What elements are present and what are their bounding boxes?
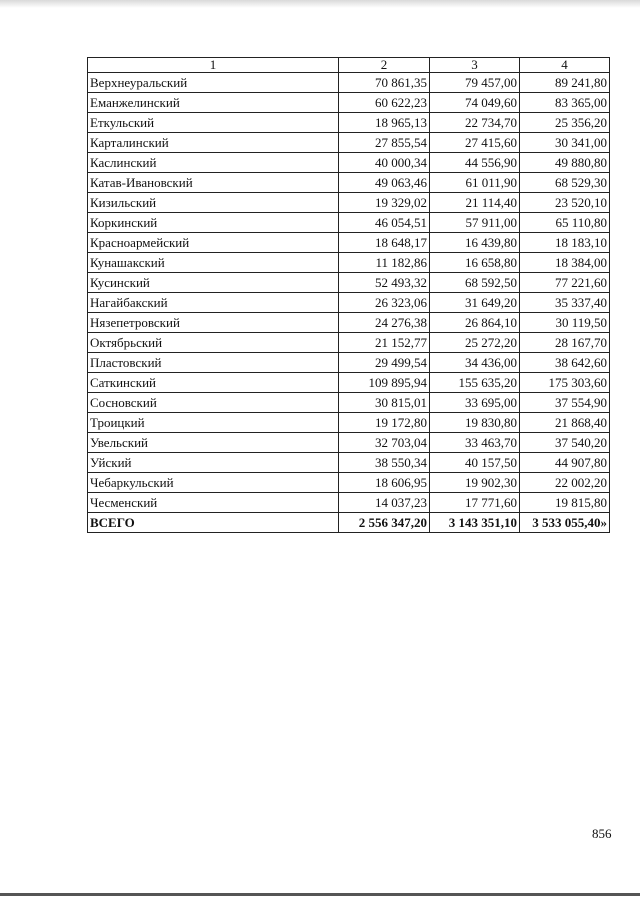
value-cell-4: 83 365,00 (520, 93, 610, 113)
value-cell-4: 49 880,80 (520, 153, 610, 173)
value-cell-4: 30 341,00 (520, 133, 610, 153)
value-cell-2: 14 037,23 (339, 493, 430, 513)
table-row (88, 413, 610, 433)
scan-top-shadow (0, 0, 640, 8)
value-cell-3: 33 695,00 (430, 393, 520, 413)
district-name-cell: Еткульский (88, 113, 339, 133)
value-cell-2: 18 606,95 (339, 473, 430, 493)
value-cell-4: 28 167,70 (520, 333, 610, 353)
budget-table (87, 57, 610, 533)
value-cell-2: 18 965,13 (339, 113, 430, 133)
value-cell-2: 19 172,80 (339, 413, 430, 433)
value-cell-3: 27 415,60 (430, 133, 520, 153)
table-row (88, 233, 610, 253)
district-name-cell: Кизильский (88, 193, 339, 213)
header-row (88, 58, 610, 73)
value-cell-2: 109 895,94 (339, 373, 430, 393)
table-row (88, 73, 610, 93)
district-name-cell: Верхнеуральский (88, 73, 339, 93)
district-name-cell: Пластовский (88, 353, 339, 373)
value-cell-2: 38 550,34 (339, 453, 430, 473)
value-cell-3: 22 734,70 (430, 113, 520, 133)
value-cell-4: 25 356,20 (520, 113, 610, 133)
value-cell-3: 44 556,90 (430, 153, 520, 173)
value-cell-2: 52 493,32 (339, 273, 430, 293)
table-row (88, 433, 610, 453)
value-cell-3: 26 864,10 (430, 313, 520, 333)
value-cell-4: 77 221,60 (520, 273, 610, 293)
total-value-4: 3 533 055,40» (520, 513, 610, 533)
column-header-1: 1 (88, 58, 339, 73)
table-row (88, 353, 610, 373)
value-cell-4: 68 529,30 (520, 173, 610, 193)
table-row (88, 393, 610, 413)
value-cell-3: 25 272,20 (430, 333, 520, 353)
district-name-cell: Сосновский (88, 393, 339, 413)
value-cell-2: 29 499,54 (339, 353, 430, 373)
value-cell-4: 175 303,60 (520, 373, 610, 393)
table-row (88, 473, 610, 493)
total-value-2: 2 556 347,20 (339, 513, 430, 533)
column-header-3: 3 (430, 58, 520, 73)
value-cell-3: 34 436,00 (430, 353, 520, 373)
value-cell-4: 89 241,80 (520, 73, 610, 93)
value-cell-4: 23 520,10 (520, 193, 610, 213)
value-cell-3: 16 658,80 (430, 253, 520, 273)
district-name-cell: Чебаркульский (88, 473, 339, 493)
value-cell-4: 38 642,60 (520, 353, 610, 373)
table-row (88, 153, 610, 173)
district-name-cell: Еманжелинский (88, 93, 339, 113)
value-cell-2: 70 861,35 (339, 73, 430, 93)
value-cell-3: 68 592,50 (430, 273, 520, 293)
table-body (88, 73, 610, 513)
value-cell-2: 24 276,38 (339, 313, 430, 333)
value-cell-2: 21 152,77 (339, 333, 430, 353)
district-name-cell: Уйский (88, 453, 339, 473)
table-row (88, 253, 610, 273)
scan-bottom-edge (0, 893, 640, 896)
value-cell-2: 40 000,34 (339, 153, 430, 173)
value-cell-3: 79 457,00 (430, 73, 520, 93)
value-cell-4: 18 384,00 (520, 253, 610, 273)
value-cell-4: 44 907,80 (520, 453, 610, 473)
table-row (88, 273, 610, 293)
district-name-cell: Красноармейский (88, 233, 339, 253)
value-cell-3: 74 049,60 (430, 93, 520, 113)
table-row (88, 173, 610, 193)
value-cell-2: 19 329,02 (339, 193, 430, 213)
district-name-cell: Каслинский (88, 153, 339, 173)
table-row (88, 93, 610, 113)
district-name-cell: Октябрьский (88, 333, 339, 353)
value-cell-3: 19 902,30 (430, 473, 520, 493)
value-cell-4: 19 815,80 (520, 493, 610, 513)
value-cell-2: 11 182,86 (339, 253, 430, 273)
value-cell-3: 33 463,70 (430, 433, 520, 453)
value-cell-4: 37 554,90 (520, 393, 610, 413)
value-cell-2: 32 703,04 (339, 433, 430, 453)
value-cell-3: 17 771,60 (430, 493, 520, 513)
district-name-cell: Катав-Ивановский (88, 173, 339, 193)
value-cell-4: 18 183,10 (520, 233, 610, 253)
value-cell-2: 26 323,06 (339, 293, 430, 313)
value-cell-3: 61 011,90 (430, 173, 520, 193)
table-row (88, 213, 610, 233)
total-value-3: 3 143 351,10 (430, 513, 520, 533)
value-cell-4: 35 337,40 (520, 293, 610, 313)
district-name-cell: Саткинский (88, 373, 339, 393)
column-header-2: 2 (339, 58, 430, 73)
district-name-cell: Кунашакский (88, 253, 339, 273)
table-row (88, 333, 610, 353)
value-cell-2: 27 855,54 (339, 133, 430, 153)
value-cell-4: 37 540,20 (520, 433, 610, 453)
value-cell-2: 30 815,01 (339, 393, 430, 413)
table-row (88, 113, 610, 133)
table-row (88, 373, 610, 393)
value-cell-2: 46 054,51 (339, 213, 430, 233)
value-cell-3: 21 114,40 (430, 193, 520, 213)
value-cell-2: 60 622,23 (339, 93, 430, 113)
value-cell-4: 65 110,80 (520, 213, 610, 233)
value-cell-4: 30 119,50 (520, 313, 610, 333)
total-row (88, 513, 610, 533)
value-cell-3: 19 830,80 (430, 413, 520, 433)
value-cell-4: 22 002,20 (520, 473, 610, 493)
value-cell-3: 31 649,20 (430, 293, 520, 313)
district-name-cell: Чесменский (88, 493, 339, 513)
table-row (88, 313, 610, 333)
table-row (88, 453, 610, 473)
district-name-cell: Кусинский (88, 273, 339, 293)
district-name-cell: Карталинский (88, 133, 339, 153)
value-cell-3: 155 635,20 (430, 373, 520, 393)
district-name-cell: Нагайбакский (88, 293, 339, 313)
table-row (88, 193, 610, 213)
value-cell-4: 21 868,40 (520, 413, 610, 433)
table-row (88, 493, 610, 513)
district-name-cell: Увельский (88, 433, 339, 453)
total-label: ВСЕГО (88, 513, 339, 533)
value-cell-3: 40 157,50 (430, 453, 520, 473)
district-name-cell: Коркинский (88, 213, 339, 233)
district-name-cell: Нязепетровский (88, 313, 339, 333)
page-number: 856 (592, 826, 612, 841)
column-header-4: 4 (520, 58, 610, 73)
value-cell-2: 18 648,17 (339, 233, 430, 253)
table-row (88, 133, 610, 153)
table-row (88, 293, 610, 313)
value-cell-3: 57 911,00 (430, 213, 520, 233)
value-cell-3: 16 439,80 (430, 233, 520, 253)
district-name-cell: Троицкий (88, 413, 339, 433)
value-cell-2: 49 063,46 (339, 173, 430, 193)
